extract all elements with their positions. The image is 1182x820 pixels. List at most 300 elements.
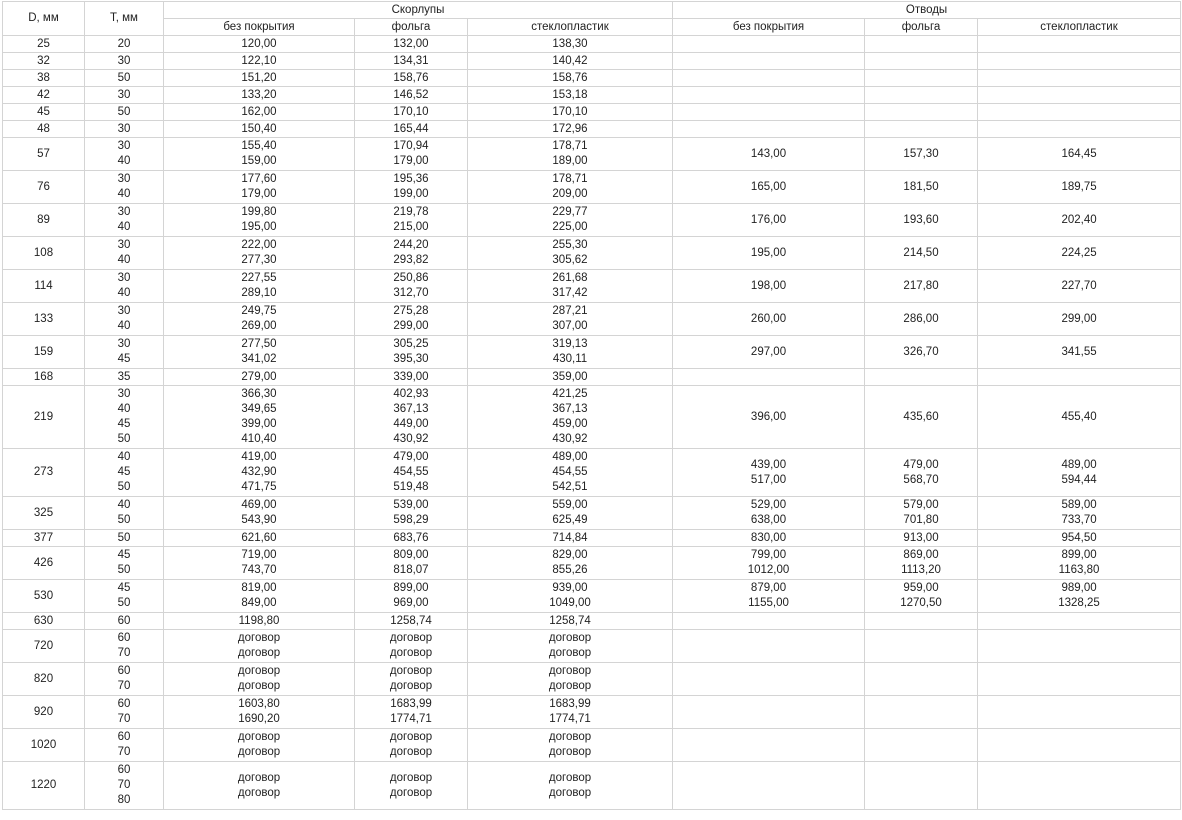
- shells-fiberglass-cell: [468, 87, 673, 104]
- bends-fiberglass-cell-line: 954,50: [1061, 531, 1097, 544]
- bends-bare-cell: [673, 547, 865, 580]
- diameter-cell: 1020: [3, 729, 85, 762]
- thickness-cell-line: 30: [117, 272, 131, 284]
- thickness-cell-line: 60: [117, 632, 131, 644]
- shells-fiberglass-cell-line: 459,00: [552, 418, 588, 430]
- shells-bare-cell-line: 410,40: [241, 433, 277, 445]
- thickness-cell: [85, 70, 164, 87]
- bends-fiberglass-cell: [978, 36, 1181, 53]
- shells-group-header: Скорлупы: [164, 2, 673, 19]
- thickness-cell-line: 70: [117, 680, 131, 692]
- bends-fiberglass-cell: [978, 630, 1181, 663]
- shells-foil-cell-line: 146,52: [393, 88, 429, 101]
- bends-foil-cell: [865, 580, 978, 613]
- table-row: [3, 530, 1181, 547]
- shells-fiberglass-cell-line: 189,00: [552, 155, 588, 167]
- bends-foil-cell-line: 479,00: [903, 458, 939, 471]
- diameter-cell: 1220: [3, 762, 85, 810]
- bends-fiberglass-cell-line: 341,55: [1061, 345, 1097, 358]
- thickness-cell-line: 50: [117, 597, 131, 609]
- shells-bare-cell: [164, 497, 355, 530]
- thickness-cell: [85, 138, 164, 171]
- bends-bare-cell-line: 396,00: [750, 410, 787, 423]
- shells-bare-cell-line: договор: [237, 746, 281, 758]
- shells-foil-cell: [355, 121, 468, 138]
- table-row: [3, 171, 1181, 204]
- bends-bare-cell: [673, 104, 865, 121]
- bends-foil-cell: [865, 36, 978, 53]
- shells-foil-cell-line: 305,25: [393, 338, 429, 350]
- shells-bare-cell: [164, 171, 355, 204]
- bends-fiberglass-cell: [978, 87, 1181, 104]
- bends-foil-cell-line: 181,50: [903, 180, 939, 193]
- shells-foil-cell: [355, 204, 468, 237]
- thickness-cell-line: 50: [117, 433, 131, 445]
- shells-fiberglass-cell-line: договор: [548, 731, 592, 743]
- shells-bare-cell-line: 159,00: [241, 155, 277, 167]
- shells-fiberglass-cell-line: 287,21: [552, 305, 588, 317]
- shells-foil-cell: [355, 497, 468, 530]
- shells-fiberglass-cell: [468, 270, 673, 303]
- shells-foil-cell: [355, 696, 468, 729]
- shells-bare-cell: [164, 87, 355, 104]
- shells-foil-cell-line: 818,07: [393, 564, 429, 576]
- shells-bare-cell: [164, 386, 355, 449]
- thickness-cell-line: 30: [117, 122, 131, 135]
- shells-bare-cell-line: 120,00: [241, 37, 277, 50]
- shells-bare-cell: [164, 530, 355, 547]
- bends-foil-cell: [865, 369, 978, 386]
- thickness-cell-line: 30: [117, 338, 131, 350]
- bends-bare-cell: [673, 138, 865, 171]
- shells-bare-cell: [164, 449, 355, 497]
- bends-bare-cell-line: 260,00: [750, 312, 787, 325]
- bends-foil-cell-line: 913,00: [903, 531, 939, 544]
- table-row: [3, 630, 1181, 663]
- shells-fiberglass-cell-line: 421,25: [552, 388, 588, 400]
- thickness-cell-line: 30: [117, 54, 131, 67]
- thickness-cell-line: 30: [117, 88, 131, 101]
- thickness-cell-line: 60: [117, 665, 131, 677]
- shells-foil-cell-line: 479,00: [393, 451, 429, 463]
- bends-foil-cell: [865, 70, 978, 87]
- bends-foil-cell: [865, 303, 978, 336]
- shells-bare-cell-line: 469,00: [241, 499, 277, 511]
- shells-foil-cell-line: договор: [389, 786, 433, 799]
- shells-fiberglass-cell-line: 714,84: [552, 531, 588, 544]
- shells-foil-cell: [355, 104, 468, 121]
- bends-bare-cell: [673, 663, 865, 696]
- shells-bare-cell-line: 349,65: [241, 403, 277, 415]
- shells-bare-cell-line: 432,90: [241, 466, 277, 478]
- shells-fiberglass-cell: [468, 171, 673, 204]
- bends-fiberglass-cell-line: 1163,80: [1058, 564, 1100, 576]
- bends-bare-cell-line: 297,00: [750, 345, 787, 358]
- shells-foil-cell-line: 199,00: [393, 188, 429, 200]
- shells-foil-cell-line: договор: [389, 665, 433, 677]
- thickness-cell-line: 60: [117, 614, 131, 627]
- diameter-cell: 720: [3, 630, 85, 663]
- table-row: [3, 696, 1181, 729]
- shells-foil-cell: [355, 70, 468, 87]
- shells-foil-cell-line: 250,86: [393, 272, 429, 284]
- thickness-cell-line: 30: [117, 239, 131, 251]
- thickness-cell-line: 50: [117, 531, 131, 544]
- thickness-cell-line: 60: [117, 764, 131, 776]
- bends-foil-cell: [865, 336, 978, 369]
- bends-bare-cell: [673, 87, 865, 104]
- shells-foil-cell-line: договор: [389, 647, 433, 659]
- shells-fiberglass-cell-line: 319,13: [552, 338, 588, 350]
- diameter-cell: 273: [3, 449, 85, 497]
- shells-fiberglass-cell: [468, 336, 673, 369]
- bends-fiberglass-cell: [978, 762, 1181, 810]
- shells-fiberglass-cell-line: договор: [548, 680, 592, 692]
- shells-fiberglass-cell-line: договор: [548, 665, 592, 677]
- thickness-cell-line: 70: [117, 713, 131, 725]
- bends-foil-cell: [865, 530, 978, 547]
- shells-fiberglass-cell-line: 542,51: [552, 481, 588, 493]
- shells-fiberglass-cell-line: 489,00: [552, 451, 588, 463]
- thickness-cell-line: 50: [117, 514, 131, 526]
- shells-foil-cell-line: 969,00: [393, 597, 429, 609]
- shells-fiberglass-cell-line: 1049,00: [549, 597, 591, 609]
- bends-foil-cell: [865, 630, 978, 663]
- shells-fiberglass-cell: [468, 580, 673, 613]
- shells-bare-cell: [164, 104, 355, 121]
- bends-foil-cell: [865, 729, 978, 762]
- bends-bare-cell: [673, 336, 865, 369]
- bends-bare-cell: [673, 497, 865, 530]
- shells-foil-cell-line: 165,44: [393, 122, 429, 135]
- thickness-cell: [85, 762, 164, 810]
- bends-foil-cell: [865, 138, 978, 171]
- bends-fiberglass-cell-line: 989,00: [1061, 582, 1097, 594]
- bends-fiberglass-cell-line: 164,45: [1061, 147, 1097, 160]
- shells-foil-cell: [355, 613, 468, 630]
- bends-fiberglass-cell: [978, 70, 1181, 87]
- bends-foil-cell: [865, 237, 978, 270]
- shells-foil-cell-line: 339,00: [393, 370, 429, 383]
- diameter-cell: 48: [3, 121, 85, 138]
- shells-bare-header: без покрытия: [164, 19, 355, 36]
- shells-fiberglass-cell-line: 138,30: [552, 37, 588, 50]
- shells-fiberglass-cell-line: 225,00: [552, 221, 588, 233]
- shells-foil-cell: [355, 237, 468, 270]
- table-row: [3, 53, 1181, 70]
- bends-foil-cell: [865, 762, 978, 810]
- shells-fiberglass-cell: [468, 204, 673, 237]
- thickness-cell: [85, 630, 164, 663]
- bends-bare-cell-line: 165,00: [750, 180, 787, 193]
- thickness-cell: [85, 171, 164, 204]
- bends-bare-cell: [673, 237, 865, 270]
- shells-fiberglass-header: стеклопластик: [468, 19, 673, 36]
- diameter-cell: 76: [3, 171, 85, 204]
- thickness-cell-line: 40: [117, 403, 131, 415]
- bends-foil-cell: [865, 386, 978, 449]
- bends-foil-cell: [865, 696, 978, 729]
- thickness-cell-line: 40: [117, 221, 131, 233]
- bends-fiberglass-cell: [978, 530, 1181, 547]
- shells-fiberglass-cell-line: 153,18: [552, 88, 588, 101]
- thickness-cell-line: 45: [117, 549, 131, 561]
- shells-fiberglass-cell: [468, 530, 673, 547]
- diameter-cell: 325: [3, 497, 85, 530]
- shells-foil-cell-line: 215,00: [393, 221, 429, 233]
- bends-foil-cell-line: 701,80: [903, 514, 939, 526]
- shells-foil-cell-line: 158,76: [393, 71, 429, 84]
- shells-fiberglass-cell-line: 261,68: [552, 272, 588, 284]
- thickness-cell: [85, 613, 164, 630]
- bends-bare-cell-line: 638,00: [750, 514, 787, 526]
- bends-fiberglass-cell-line: 594,44: [1061, 473, 1097, 486]
- shells-bare-cell-line: 849,00: [241, 597, 277, 609]
- thickness-cell: [85, 497, 164, 530]
- shells-bare-cell: [164, 762, 355, 810]
- shells-fiberglass-cell: [468, 386, 673, 449]
- shells-foil-cell: [355, 729, 468, 762]
- shells-fiberglass-cell-line: 1683,99: [549, 698, 591, 710]
- shells-foil-cell-line: 312,70: [393, 287, 429, 299]
- thickness-cell-line: 45: [117, 466, 131, 478]
- shells-foil-cell-line: договор: [389, 632, 433, 644]
- shells-bare-cell-line: 133,20: [241, 88, 277, 101]
- thickness-cell: [85, 663, 164, 696]
- shells-bare-cell-line: 289,10: [241, 287, 277, 299]
- shells-foil-cell: [355, 386, 468, 449]
- bends-foil-cell-line: 869,00: [903, 549, 939, 561]
- diameter-cell: 57: [3, 138, 85, 171]
- shells-foil-cell-line: 899,00: [393, 582, 429, 594]
- table-row: [3, 449, 1181, 497]
- bends-bare-cell: [673, 303, 865, 336]
- shells-fiberglass-cell: [468, 104, 673, 121]
- bends-bare-cell: [673, 630, 865, 663]
- thickness-cell-line: 70: [117, 647, 131, 659]
- bends-fiberglass-cell-line: 733,70: [1061, 514, 1097, 526]
- shells-fiberglass-cell-line: 178,71: [552, 173, 588, 185]
- shells-fiberglass-cell: [468, 138, 673, 171]
- shells-foil-cell: [355, 369, 468, 386]
- thickness-cell-line: 60: [117, 731, 131, 743]
- shells-bare-cell-line: 719,00: [241, 549, 277, 561]
- shells-bare-cell: [164, 547, 355, 580]
- shells-bare-cell-line: 399,00: [241, 418, 277, 430]
- shells-foil-cell-line: 402,93: [393, 388, 429, 400]
- thickness-cell-line: 40: [117, 287, 131, 299]
- diameter-cell: 45: [3, 104, 85, 121]
- diameter-cell: 89: [3, 204, 85, 237]
- bends-foil-cell: [865, 53, 978, 70]
- thickness-cell-line: 80: [117, 794, 131, 806]
- bends-foil-cell: [865, 87, 978, 104]
- bends-foil-cell-line: 1113,20: [901, 564, 941, 576]
- shells-bare-cell: [164, 580, 355, 613]
- bends-fiberglass-cell: [978, 696, 1181, 729]
- shells-fiberglass-cell-line: 255,30: [552, 239, 588, 251]
- shells-foil-cell-line: 244,20: [393, 239, 429, 251]
- shells-bare-cell-line: 366,30: [241, 388, 277, 400]
- bends-fiberglass-cell: [978, 104, 1181, 121]
- bends-foil-cell-line: 1270,50: [900, 597, 942, 609]
- thickness-cell: [85, 547, 164, 580]
- bends-foil-cell: [865, 204, 978, 237]
- shells-bare-cell-line: 155,40: [241, 140, 277, 152]
- diameter-cell: 168: [3, 369, 85, 386]
- bends-bare-cell-line: 176,00: [750, 213, 787, 226]
- diameter-cell: 426: [3, 547, 85, 580]
- bends-bare-cell-line: 439,00: [750, 458, 787, 471]
- shells-foil-cell-line: 299,00: [393, 320, 429, 332]
- bends-fiberglass-cell: [978, 270, 1181, 303]
- shells-foil-cell-line: 683,76: [393, 531, 429, 544]
- shells-fiberglass-cell-line: 430,92: [552, 433, 588, 445]
- shells-foil-cell-line: 170,10: [393, 105, 429, 118]
- thickness-cell: [85, 580, 164, 613]
- thickness-cell-line: 45: [117, 582, 131, 594]
- shells-fiberglass-cell-line: 307,00: [552, 320, 588, 332]
- shells-fiberglass-cell: [468, 53, 673, 70]
- shells-foil-cell-line: договор: [389, 746, 433, 758]
- bends-bare-cell-line: 529,00: [750, 499, 787, 511]
- shells-bare-cell-line: 151,20: [241, 71, 277, 84]
- shells-fiberglass-cell-line: 454,55: [552, 466, 588, 478]
- diameter-cell: 820: [3, 663, 85, 696]
- shells-bare-cell-line: договор: [237, 786, 281, 799]
- shells-bare-cell-line: 249,75: [241, 305, 277, 317]
- table-row: [3, 613, 1181, 630]
- bends-bare-cell: [673, 70, 865, 87]
- shells-fiberglass-cell: [468, 449, 673, 497]
- bends-foil-cell-line: 568,70: [903, 473, 939, 486]
- shells-foil-cell-line: договор: [389, 680, 433, 692]
- shells-bare-cell: [164, 630, 355, 663]
- shells-bare-cell: [164, 36, 355, 53]
- shells-foil-cell-line: 219,78: [393, 206, 429, 218]
- shells-fiberglass-cell-line: 939,00: [552, 582, 588, 594]
- shells-fiberglass-cell-line: 855,26: [552, 564, 588, 576]
- bends-fiberglass-cell: [978, 171, 1181, 204]
- thickness-cell-line: 40: [117, 320, 131, 332]
- shells-foil-cell-line: 430,92: [393, 433, 429, 445]
- shells-fiberglass-cell-line: 178,71: [552, 140, 588, 152]
- shells-foil-cell: [355, 270, 468, 303]
- shells-bare-cell-line: 277,50: [241, 338, 277, 350]
- shells-foil-cell-line: 454,55: [393, 466, 429, 478]
- table-row: [3, 138, 1181, 171]
- shells-foil-cell-line: 1258,74: [390, 614, 432, 627]
- bends-foil-cell: [865, 449, 978, 497]
- shells-foil-cell: [355, 547, 468, 580]
- shells-bare-cell-line: договор: [237, 771, 281, 784]
- shells-bare-cell-line: 122,10: [241, 54, 277, 67]
- shells-fiberglass-cell-line: 172,96: [552, 122, 588, 135]
- shells-fiberglass-cell-line: 317,42: [552, 287, 588, 299]
- bends-bare-cell: [673, 449, 865, 497]
- shells-fiberglass-cell: [468, 303, 673, 336]
- bends-bare-cell-line: 1155,00: [748, 597, 789, 609]
- shells-bare-cell: [164, 696, 355, 729]
- thickness-cell-line: 45: [117, 353, 131, 365]
- bends-bare-cell: [673, 696, 865, 729]
- bends-fiberglass-cell: [978, 547, 1181, 580]
- shells-fiberglass-cell: [468, 70, 673, 87]
- shells-foil-cell-line: 170,94: [393, 140, 429, 152]
- shells-foil-cell: [355, 630, 468, 663]
- shells-bare-cell-line: 179,00: [241, 188, 277, 200]
- bends-fiberglass-cell: [978, 336, 1181, 369]
- shells-foil-cell-line: 134,31: [393, 54, 429, 67]
- table-row: [3, 87, 1181, 104]
- shells-foil-cell-line: 519,48: [393, 481, 429, 493]
- bends-bare-cell-line: 1012,00: [747, 564, 790, 576]
- shells-foil-cell: [355, 53, 468, 70]
- diameter-cell: 377: [3, 530, 85, 547]
- table-row: [3, 547, 1181, 580]
- diameter-cell: 42: [3, 87, 85, 104]
- shells-bare-cell-line: 222,00: [241, 239, 277, 251]
- shells-bare-cell-line: 227,55: [241, 272, 277, 284]
- shells-bare-cell: [164, 369, 355, 386]
- shells-fiberglass-cell-line: 829,00: [552, 549, 588, 561]
- bends-bare-cell-line: 830,00: [750, 531, 787, 544]
- shells-bare-cell-line: договор: [237, 680, 281, 692]
- bends-fiberglass-cell-line: 227,70: [1061, 279, 1097, 292]
- shells-bare-cell-line: 743,70: [241, 564, 277, 576]
- shells-fiberglass-cell: [468, 630, 673, 663]
- shells-bare-cell: [164, 53, 355, 70]
- shells-fiberglass-cell: [468, 497, 673, 530]
- bends-foil-cell: [865, 497, 978, 530]
- shells-bare-cell: [164, 729, 355, 762]
- bends-fiberglass-cell-line: 189,75: [1061, 180, 1097, 193]
- shells-bare-cell-line: 199,80: [241, 206, 277, 218]
- shells-fiberglass-cell: [468, 237, 673, 270]
- bends-fiberglass-cell: [978, 449, 1181, 497]
- shells-bare-cell-line: 1603,80: [238, 698, 280, 710]
- shells-fiberglass-cell-line: 625,49: [552, 514, 588, 526]
- bends-bare-cell: [673, 613, 865, 630]
- bends-foil-cell-line: 217,80: [903, 279, 939, 292]
- bends-bare-cell-line: 195,00: [750, 246, 787, 259]
- shells-bare-cell-line: 1198,80: [238, 614, 280, 627]
- thickness-cell-line: 70: [117, 779, 131, 791]
- thickness-cell-line: 40: [117, 155, 131, 167]
- shells-foil-cell-line: договор: [389, 731, 433, 743]
- bends-fiberglass-cell: [978, 729, 1181, 762]
- thickness-cell-line: 20: [117, 37, 131, 50]
- bends-fiberglass-cell: [978, 386, 1181, 449]
- shells-foil-cell-line: 195,36: [393, 173, 429, 185]
- bends-fiberglass-cell-line: 299,00: [1061, 312, 1097, 325]
- table-body: [3, 36, 1181, 810]
- shells-bare-cell-line: договор: [237, 632, 281, 644]
- shells-bare-cell-line: 279,00: [241, 370, 277, 383]
- shells-bare-cell: [164, 204, 355, 237]
- shells-fiberglass-cell-line: договор: [548, 746, 592, 758]
- thickness-cell: [85, 696, 164, 729]
- thickness-cell: [85, 449, 164, 497]
- shells-foil-cell: [355, 171, 468, 204]
- table-row: [3, 104, 1181, 121]
- bends-bare-header: без покрытия: [673, 19, 865, 36]
- bends-bare-cell: [673, 36, 865, 53]
- bends-foil-cell: [865, 171, 978, 204]
- bends-bare-cell: [673, 530, 865, 547]
- shells-fiberglass-cell: [468, 36, 673, 53]
- shells-fiberglass-cell-line: 1258,74: [549, 614, 591, 627]
